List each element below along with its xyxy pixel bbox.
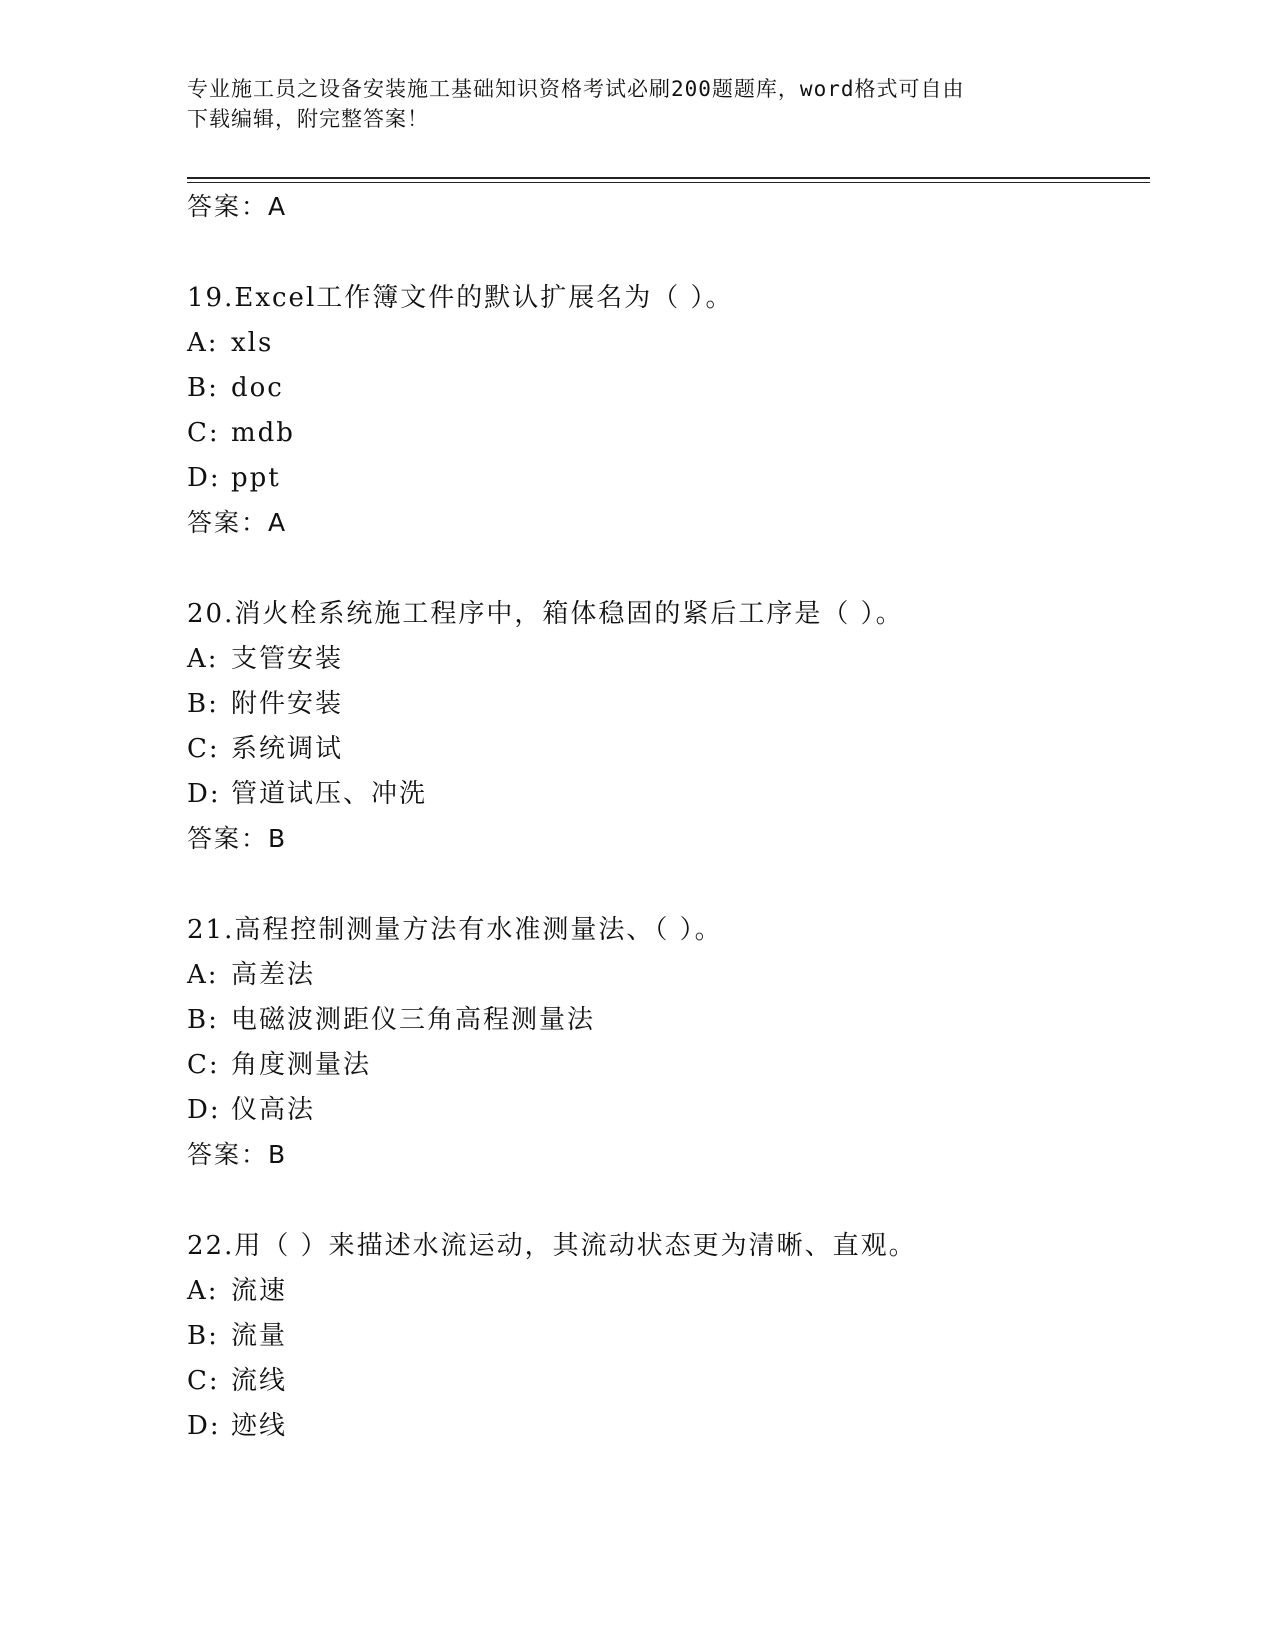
document-header [187, 74, 1087, 134]
question-19-text: 19.Excel工作簿文件的默认扩展名为（ ）。 [187, 283, 734, 313]
question-19-option-a [187, 327, 273, 359]
option-text: 流线 [231, 1366, 288, 1396]
option-text: 流速 [231, 1276, 288, 1306]
option-label: B: [187, 1005, 219, 1035]
question-22-option-c [187, 1365, 287, 1397]
option-label: A: [187, 1276, 219, 1306]
option-label: D: [187, 1411, 221, 1441]
option-text: 电磁波测距仪三角高程测量法 [231, 1005, 596, 1035]
option-label: C: [187, 1366, 220, 1396]
question-21-option-c [187, 1049, 371, 1081]
header-line-2: 下载编辑，附完整答案！ [187, 107, 429, 131]
option-label: B: [187, 1321, 219, 1351]
option-text: 角度测量法 [231, 1050, 372, 1080]
question-20-text: 20.消火栓系统施工程序中，箱体稳固的紧后工序是（ ）。 [187, 599, 904, 629]
question-19-answer: 答案：A [187, 508, 288, 537]
question-22-option-a [187, 1275, 287, 1307]
option-text: doc [231, 373, 284, 403]
question-20-answer: 答案：B [187, 824, 288, 853]
header-divider-thin [187, 182, 1150, 183]
question-20-option-c [187, 733, 343, 765]
question-19-option-b [187, 372, 284, 404]
question-22-option-b [187, 1320, 287, 1352]
option-text: 附件安装 [231, 689, 344, 719]
option-text: ppt [231, 463, 281, 493]
option-text: 支管安装 [231, 644, 344, 674]
option-label: D: [187, 1095, 221, 1125]
option-label: D: [187, 463, 221, 493]
question-20-option-d [187, 778, 427, 810]
question-21-option-b [187, 1004, 595, 1036]
option-text: 高差法 [231, 960, 316, 990]
previous-answer: 答案：A [187, 192, 288, 221]
option-label: A: [187, 644, 219, 674]
header-line-1: 专业施工员之设备安装施工基础知识资格考试必刷200题题库，word格式可自由 [187, 77, 965, 101]
question-21-answer: 答案：B [187, 1140, 288, 1169]
option-label: C: [187, 734, 220, 764]
option-text: 流量 [231, 1321, 288, 1351]
option-text: xls [231, 328, 274, 358]
question-21-text: 21.高程控制测量方法有水准测量法、（ ）。 [187, 915, 723, 945]
option-label: A: [187, 328, 219, 358]
option-text: 仪高法 [231, 1095, 316, 1125]
question-21-option-a [187, 959, 315, 991]
option-label: B: [187, 373, 219, 403]
question-20-option-a [187, 643, 343, 675]
option-label: B: [187, 689, 219, 719]
option-text: mdb [231, 418, 295, 448]
header-divider-thick [187, 177, 1150, 179]
question-19-option-d [187, 462, 281, 494]
option-label: A: [187, 960, 219, 990]
option-label: C: [187, 1050, 220, 1080]
question-22-text: 22.用（ ）来描述水流运动，其流动状态更为清晰、直观。 [187, 1231, 917, 1261]
question-19-option-c [187, 417, 295, 449]
option-label: D: [187, 779, 221, 809]
option-text: 迹线 [231, 1411, 288, 1441]
option-label: C: [187, 418, 220, 448]
option-text: 管道试压、冲洗 [231, 779, 428, 809]
option-text: 系统调试 [231, 734, 344, 764]
question-22-option-d [187, 1410, 287, 1442]
question-20-option-b [187, 688, 343, 720]
question-21-option-d [187, 1094, 315, 1126]
